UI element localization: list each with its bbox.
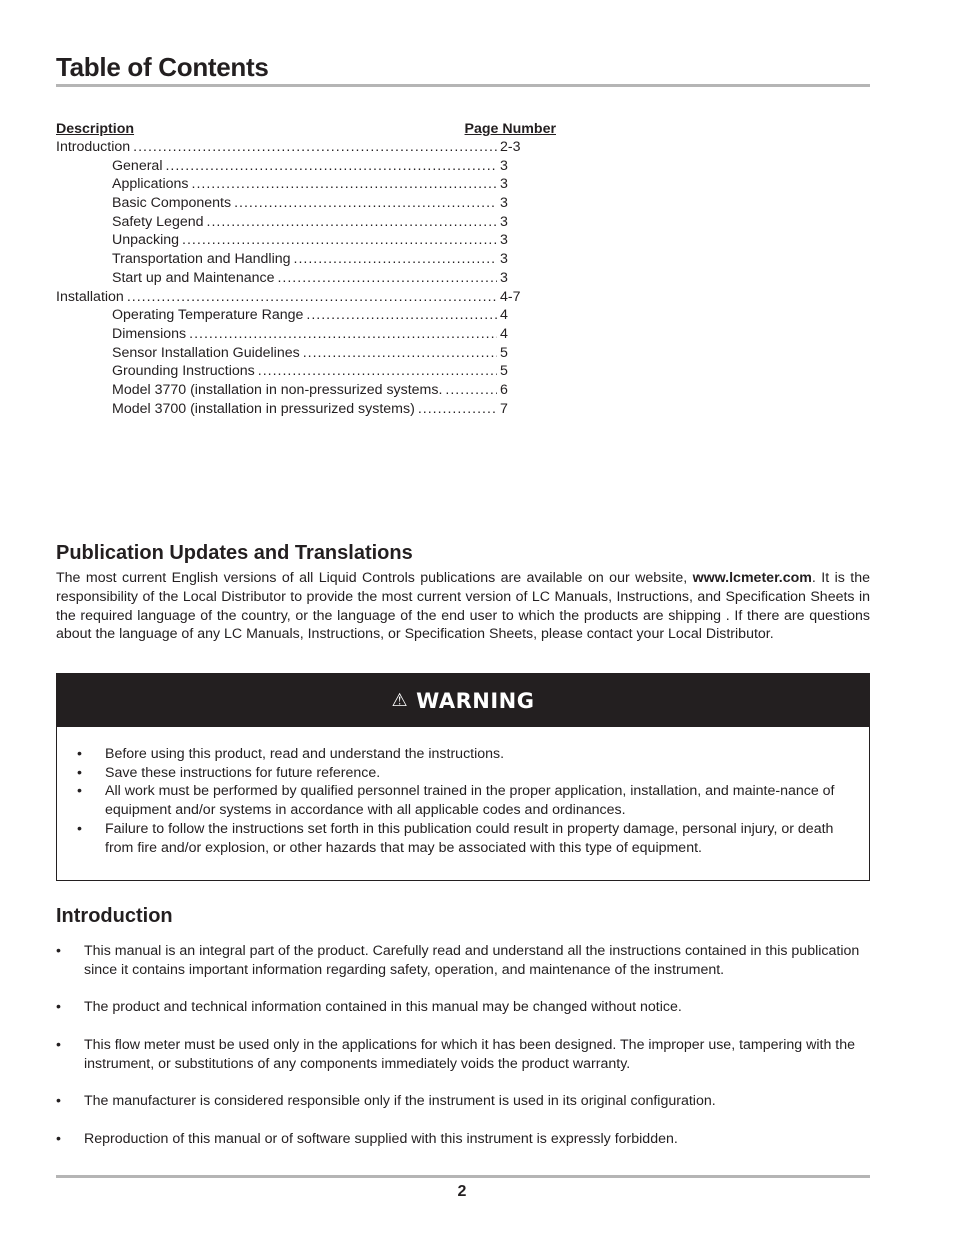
toc-entry-label: General xyxy=(112,157,163,174)
toc-entry-page: 3 xyxy=(500,213,508,230)
toc-page-number-header: Page Number xyxy=(464,121,556,137)
toc-leader-dots xyxy=(306,306,497,325)
toc-entry-model-3770 xyxy=(56,381,556,400)
warning-header xyxy=(57,674,869,727)
page-title: Table of Contents xyxy=(56,52,269,82)
warning-box xyxy=(56,673,870,881)
toc-entry-label: Sensor Installation Guidelines xyxy=(112,344,300,361)
introduction-list xyxy=(56,942,870,1167)
toc-entry-label: Dimensions xyxy=(112,325,187,342)
toc-entry-page: 5 xyxy=(500,363,508,380)
toc-entry-page: 5 xyxy=(500,344,508,361)
toc-entry-installation xyxy=(56,288,556,307)
toc-leader-dots xyxy=(303,344,497,363)
toc-entry-basic-components xyxy=(56,194,556,213)
toc-entry-label: Applications xyxy=(112,176,189,193)
warning-title: WARNING xyxy=(416,688,535,713)
toc-entry-page: 3 xyxy=(500,157,508,174)
toc-leader-dots xyxy=(133,138,497,157)
toc-entry-startup xyxy=(56,269,556,288)
toc-leader-dots xyxy=(294,250,497,269)
warning-item: • Failure to follow the instructions set forth in this publication could result in property damage, personal injury, or death from fire and/or explosion, or other hazards that may be associated with this type of equipment. xyxy=(77,820,851,857)
toc-entry-page: 4 xyxy=(500,325,508,342)
toc-entry-introduction xyxy=(56,138,556,157)
toc-leader-dots xyxy=(182,231,497,250)
toc-description-header: Description xyxy=(56,121,135,137)
toc-entry-label: Model 3770 (installation in non-pressurized systems. xyxy=(112,381,443,398)
toc-leader-dots xyxy=(189,325,497,344)
publication-paragraph xyxy=(56,569,870,644)
introduction-item: • The product and technical information contained in this manual may be changed without notice. xyxy=(56,998,870,1017)
toc-leader-dots xyxy=(234,194,497,213)
toc-entry-sensor-installation xyxy=(56,344,556,363)
toc-entry-page: 2-3 xyxy=(500,139,521,155)
website-link[interactable]: www.lcmeter.com xyxy=(692,570,812,586)
toc-entry-page: 3 xyxy=(500,269,508,286)
toc-leader-dots xyxy=(277,269,497,288)
toc-entry-label: Grounding Instructions xyxy=(112,363,255,380)
toc-entry-page: 4-7 xyxy=(500,288,521,305)
warning-list xyxy=(57,745,869,857)
publication-heading: Publication Updates and Translations xyxy=(56,542,413,564)
toc-entry-page: 6 xyxy=(500,381,508,398)
toc-leader-dots xyxy=(127,288,497,307)
warning-item: • Save these instructions for future reference. xyxy=(77,764,851,783)
page-number: 2 xyxy=(457,1183,467,1200)
introduction-item: • Reproduction of this manual or of software supplied with this instrument is expressly forbidden. xyxy=(56,1130,870,1149)
table-of-contents xyxy=(56,120,556,418)
warning-item: • Before using this product, read and understand the instructions. xyxy=(77,745,851,764)
warning-triangle-icon: ⚠ xyxy=(391,690,409,711)
toc-entry-page: 3 xyxy=(500,232,508,249)
toc-entry-page: 3 xyxy=(500,195,508,212)
toc-entry-general xyxy=(56,157,556,176)
toc-entry-label: Introduction xyxy=(56,139,131,155)
toc-leader-dots xyxy=(418,400,497,419)
toc-leader-dots xyxy=(445,381,497,400)
toc-entry-label: Unpacking xyxy=(112,232,180,249)
introduction-item: • The manufacturer is considered responsible only if the instrument is used in its original configuration. xyxy=(56,1092,870,1111)
toc-entry-transportation xyxy=(56,250,556,269)
introduction-heading: Introduction xyxy=(56,905,173,927)
toc-entry-label: Start up and Maintenance xyxy=(112,269,275,286)
toc-entry-label: Installation xyxy=(56,288,124,305)
toc-entry-operating-temperature xyxy=(56,306,556,325)
toc-leader-dots xyxy=(165,157,497,176)
toc-entry-model-3700 xyxy=(56,400,556,419)
toc-entry-applications xyxy=(56,175,556,194)
publication-text-start: The most current English versions of all Liquid Controls publications are available on our website, xyxy=(56,570,693,586)
toc-entry-page: 4 xyxy=(500,307,508,324)
warning-item: • All work must be performed by qualified personnel trained in the proper application, installation, and mainte-nance of equipment and/or systems in accordance with all applicable codes and ordinances. xyxy=(77,782,851,819)
toc-entry-label: Basic Components xyxy=(112,195,232,212)
toc-leader-dots xyxy=(258,362,497,381)
footer-divider xyxy=(56,1175,870,1178)
toc-entry-safety-legend xyxy=(56,213,556,232)
toc-entry-label: Transportation and Handling xyxy=(112,251,291,268)
toc-entry-label: Model 3700 (installation in pressurized systems) xyxy=(112,400,415,417)
toc-entry-page: 7 xyxy=(500,400,508,417)
introduction-item: • This flow meter must be used only in the applications for which it has been designed. The improper use, tampering with the instrument, or substitutions of any components immediately voids the product warranty. xyxy=(56,1036,870,1074)
toc-header xyxy=(56,120,556,138)
publication-text-end: . It is the responsibility of the Local Distributor to provide the most current version of LC Manuals, Instructions, and Specification Sheets in the required language of the country, or the language of the end user to which the products are shipping . If there are questions about the language of any LC Manuals, Instructions, or Specification Sheets, please contact your Local Distributor. xyxy=(56,570,870,643)
toc-entry-page: 3 xyxy=(500,251,508,268)
toc-entry-label: Operating Temperature Range xyxy=(112,307,304,324)
toc-entry-unpacking xyxy=(56,231,556,250)
introduction-item: • This manual is an integral part of the product. Carefully read and understand all the instructions contained in this publication since it contains important information regarding safety, operation, and maintenance of the instrument. xyxy=(56,942,870,980)
toc-leader-dots xyxy=(207,213,497,232)
title-divider xyxy=(56,84,870,87)
toc-entry-label: Safety Legend xyxy=(112,213,204,230)
toc-entry-grounding xyxy=(56,362,556,381)
toc-leader-dots xyxy=(192,175,497,194)
toc-entry-page: 3 xyxy=(500,176,508,193)
toc-entry-dimensions xyxy=(56,325,556,344)
